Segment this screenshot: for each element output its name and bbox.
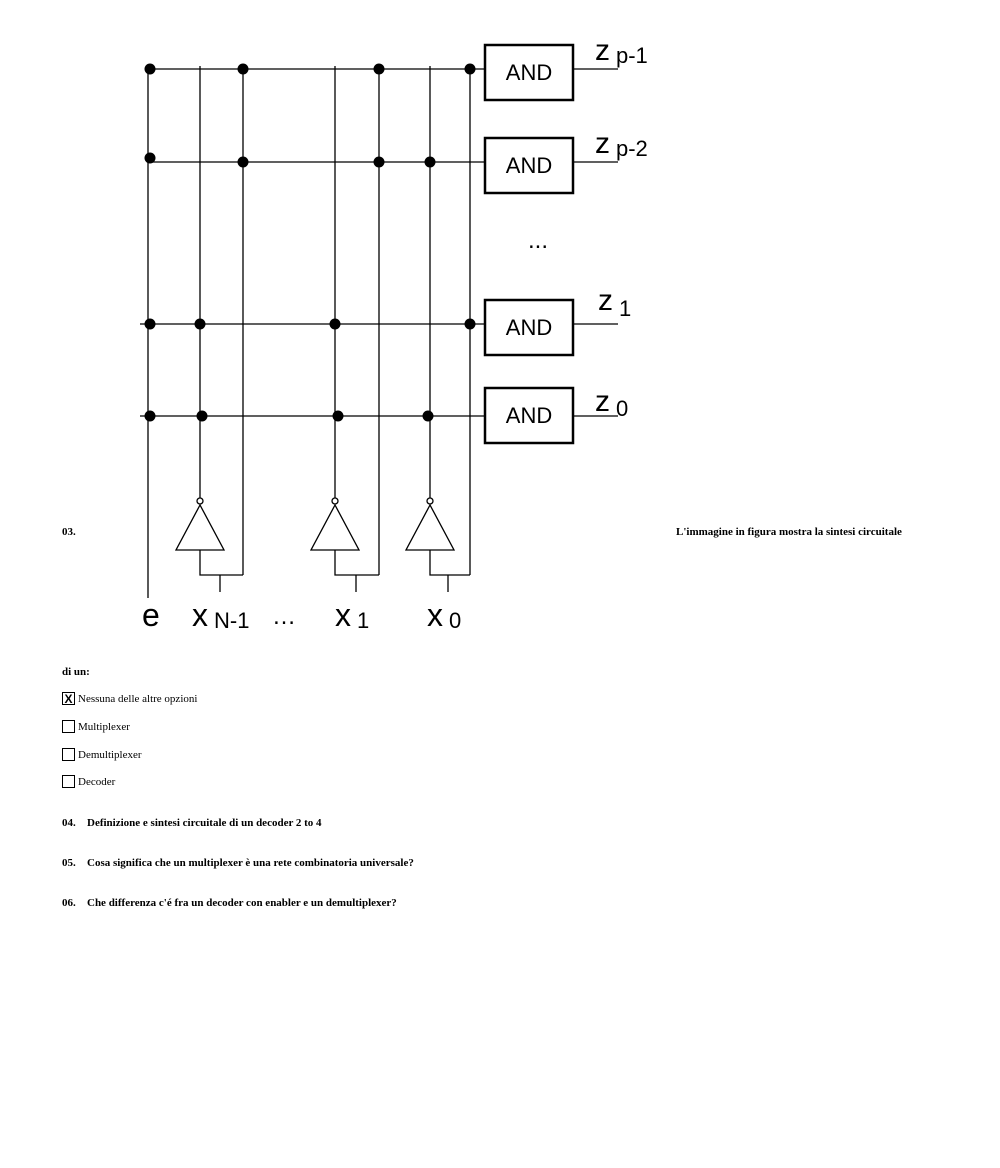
- checkbox-icon[interactable]: [62, 720, 75, 733]
- question-text-05: Cosa significa che un multiplexer è una rete combinatoria universale?: [87, 857, 414, 869]
- and-label: AND: [505, 153, 553, 178]
- ellipsis-vertical: ...: [527, 227, 549, 254]
- inverter-bubble: [332, 498, 338, 504]
- input-label-e: e: [142, 597, 160, 633]
- question-number-03: 03.: [62, 526, 76, 538]
- inverter-bubble: [427, 498, 433, 504]
- input-label: x: [192, 597, 208, 633]
- option-nessuna[interactable]: [62, 691, 197, 706]
- output-label: z: [595, 127, 610, 160]
- input-subscript: 1: [357, 608, 370, 633]
- and-label: AND: [505, 315, 553, 340]
- checkbox-checked-icon[interactable]: X: [62, 692, 75, 705]
- output-subscript: 1: [619, 296, 632, 321]
- input-label: x: [335, 597, 351, 633]
- junction-dots: [145, 64, 476, 422]
- option-label: Nessuna delle altre opzioni: [78, 692, 198, 705]
- input-subscript: N-1: [214, 608, 250, 633]
- inverter-symbol: [311, 505, 359, 550]
- question-text-04: Definizione e sintesi circuitale di un decoder 2 to 4: [87, 817, 322, 829]
- output-label: z: [595, 34, 610, 67]
- question-number-05: 05.: [62, 857, 76, 869]
- input-label: x: [427, 597, 443, 633]
- decoder-circuit-figure: [130, 30, 670, 640]
- option-label: Demultiplexer: [78, 748, 142, 761]
- inverter-bubble: [197, 498, 203, 504]
- option-decoder[interactable]: [62, 774, 115, 789]
- input-ellipsis: …: [272, 603, 296, 630]
- output-subscript: p-1: [616, 43, 648, 68]
- question-number-06: 06.: [62, 897, 76, 909]
- inverter-symbol: [176, 505, 224, 550]
- output-label: z: [595, 385, 610, 418]
- and-label: AND: [505, 60, 553, 85]
- question-text-03-continued: di un:: [62, 666, 90, 678]
- option-demultiplexer[interactable]: [62, 747, 142, 762]
- input-subscript: 0: [449, 608, 462, 633]
- input-feed: [200, 550, 243, 575]
- question-number-04: 04.: [62, 817, 76, 829]
- question-text-06: Che differenza c'é fra un decoder con enabler e un demultiplexer?: [87, 897, 397, 909]
- option-multiplexer[interactable]: [62, 719, 130, 734]
- question-text-03: L'immagine in figura mostra la sintesi circuitale: [676, 526, 902, 538]
- input-feed: [335, 550, 379, 575]
- option-label: Decoder: [78, 775, 116, 788]
- option-label: Multiplexer: [78, 720, 130, 733]
- output-label: z: [598, 284, 613, 317]
- and-label: AND: [505, 403, 553, 428]
- output-subscript: p-2: [616, 136, 648, 161]
- input-feed: [430, 550, 470, 575]
- inverter-symbol: [406, 505, 454, 550]
- checkbox-icon[interactable]: [62, 748, 75, 761]
- output-subscript: 0: [616, 396, 629, 421]
- checkbox-icon[interactable]: [62, 775, 75, 788]
